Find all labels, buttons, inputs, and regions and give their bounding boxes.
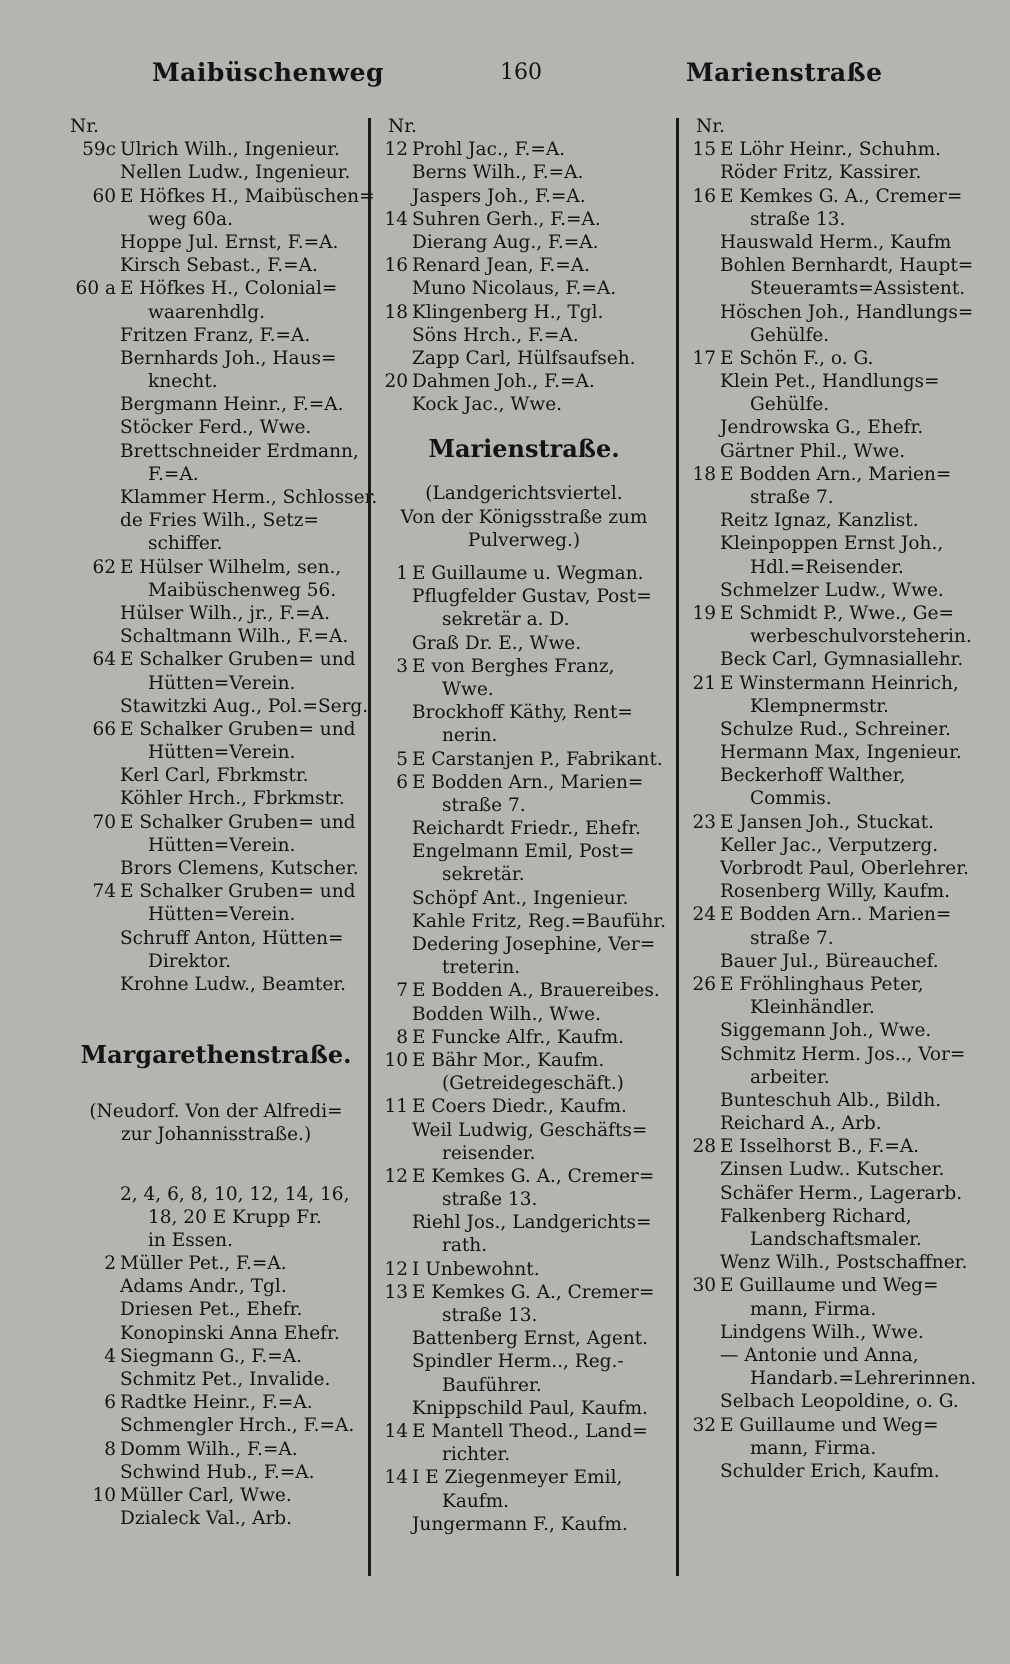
entry-line — [60, 718, 372, 741]
house-number: 28 — [692, 1136, 716, 1158]
resident-text: I Unbewohnt. — [412, 1258, 540, 1280]
section-note: zur Johannisstraße.) — [120, 1124, 312, 1146]
continuation-line: Gehülfe. — [750, 324, 830, 346]
entry-line — [686, 973, 991, 996]
entry-line — [60, 880, 372, 903]
continuation-line: straße 13. — [442, 1189, 538, 1211]
resident-line: Fritzen Franz, F.=A. — [120, 324, 311, 346]
resident-line: Schmengler Hrch., F.=A. — [120, 1415, 355, 1437]
house-number: 64 — [92, 649, 116, 671]
spacer — [378, 416, 670, 426]
resident-line: Lindgens Wilh., Wwe. — [720, 1321, 924, 1343]
resident-text: Prohl Jac., F.=A. — [412, 139, 566, 161]
resident-line: Jendrowska G., Ehefr. — [720, 417, 924, 439]
resident-line: Brettschneider Erdmann, — [120, 440, 359, 462]
continuation-line: straße 7. — [750, 927, 834, 949]
house-number: 4 — [104, 1345, 116, 1367]
house-number: 23 — [692, 811, 716, 833]
section-title: Marienstraße. — [428, 434, 620, 464]
resident-line: Bauer Jul., Büreauchef. — [720, 950, 939, 972]
resident-line: Hermann Max, Ingenieur. — [720, 742, 962, 764]
resident-line: Hoppe Jul. Ernst, F.=A. — [120, 231, 339, 253]
continuation-line: 18, 20 E Krupp Fr. — [148, 1206, 322, 1228]
house-number: 21 — [692, 672, 716, 694]
section-note: Pulverweg.) — [467, 529, 581, 551]
resident-line: Knippschild Paul, Kaufm. — [412, 1397, 648, 1419]
entry-line — [378, 748, 670, 771]
entry-line — [378, 1095, 670, 1118]
resident-line: Schmitz Herm. Jos.., Vor= — [720, 1043, 966, 1065]
spacer — [378, 472, 670, 482]
continuation-line: reisender. — [442, 1142, 536, 1164]
entry-line — [686, 1135, 991, 1158]
resident-line: Reichardt Friedr., Ehefr. — [412, 818, 641, 840]
continuation-line: Commis. — [750, 788, 832, 810]
resident-line: Vorbrodt Paul, Oberlehrer. — [720, 858, 969, 879]
entry-line — [686, 1414, 991, 1437]
resident-text: E Kemkes G. A., Cremer= — [412, 1165, 655, 1187]
resident-text: E Schalker Gruben= und — [120, 649, 356, 671]
resident-line: Kirsch Sebast., F.=A. — [120, 255, 318, 277]
resident-line: Zapp Carl, Hülfsaufseh. — [412, 347, 636, 369]
entry-line — [686, 138, 991, 161]
column-rule-2 — [676, 118, 679, 1576]
resident-line: Bodden Wilh., Wwe. — [412, 1003, 601, 1025]
header-left-street: Maibüschenweg — [152, 58, 384, 87]
continuation-line: Hütten=Verein. — [148, 742, 296, 764]
house-number: 13 — [384, 1281, 408, 1303]
continuation-line: in Essen. — [148, 1229, 233, 1251]
continuation-line: richter. — [442, 1444, 511, 1466]
house-number: 32 — [692, 1414, 716, 1436]
column-3 — [686, 115, 991, 1483]
continuation-line: F.=A. — [148, 463, 199, 485]
house-number: 12 — [384, 1165, 408, 1187]
resident-line: Schulder Erich, Kaufm. — [720, 1460, 940, 1482]
continuation-line: rath. — [442, 1235, 488, 1257]
resident-line: Rosenberg Willy, Kaufm. — [720, 881, 951, 903]
continuation-line: straße 7. — [442, 794, 526, 816]
resident-text: E Mantell Theod., Land= — [412, 1420, 648, 1442]
resident-line: Weil Ludwig, Geschäfts= — [412, 1119, 648, 1141]
entry-line — [686, 811, 991, 834]
house-number: 6 — [396, 771, 408, 793]
resident-line: Schulze Rud., Schreiner. — [720, 718, 951, 740]
resident-text: E Jansen Joh., Stuckat. — [720, 811, 935, 833]
resident-text: Siegmann G., F.=A. — [120, 1345, 303, 1367]
spacer — [378, 552, 670, 562]
resident-text: Suhren Gerh., F.=A. — [412, 208, 601, 230]
house-number: 30 — [692, 1275, 716, 1297]
resident-line: Schöpf Ant., Ingenieur. — [412, 887, 629, 909]
resident-text: E Funcke Alfr., Kaufm. — [412, 1026, 625, 1048]
continuation-line: straße 13. — [442, 1305, 538, 1326]
house-number: 16 — [384, 255, 408, 277]
resident-line: Kahle Fritz, Reg.=Bauführ. — [412, 910, 667, 932]
house-number: 62 — [92, 556, 116, 578]
entry-line — [686, 672, 991, 695]
house-number: 20 — [384, 371, 408, 393]
spacer — [60, 996, 372, 1032]
entry-line — [60, 1484, 372, 1507]
entry-line — [378, 562, 670, 585]
continuation-line: Hütten=Verein. — [148, 904, 296, 926]
resident-text: Ulrich Wilh., Ingenieur. — [120, 139, 340, 161]
header-right-street: Marienstraße — [686, 58, 883, 87]
continuation-line: Handarb.=Lehrerinnen. — [750, 1368, 977, 1390]
resident-line: Nellen Ludw., Ingenieur. — [120, 162, 351, 184]
continuation-line: sekretär a. D. — [442, 609, 570, 631]
house-number: 19 — [692, 602, 716, 624]
house-number: 59c — [82, 139, 116, 161]
house-number: 15 — [692, 139, 716, 161]
resident-line: Bergmann Heinr., F.=A. — [120, 394, 344, 416]
entry-line — [60, 1391, 372, 1414]
continuation-line: arbeiter. — [750, 1066, 830, 1088]
resident-line: Schwind Hub., F.=A. — [120, 1461, 315, 1483]
section-note: Von der Königsstraße zum — [400, 506, 648, 528]
resident-text: E von Berghes Franz, — [412, 655, 615, 677]
continuation-line: werbeschulvorsteherin. — [750, 626, 972, 648]
house-number: 2 — [104, 1253, 116, 1275]
resident-line: Stawitzki Aug., Pol.=Serg. — [120, 695, 369, 717]
continuation-line: Hütten=Verein. — [148, 834, 296, 856]
resident-line: Bernhards Joh., Haus= — [120, 347, 337, 369]
resident-line: Röder Fritz, Kassirer. — [720, 162, 922, 184]
resident-line: Klammer Herm., Schlosser. — [120, 487, 378, 508]
resident-line: Klein Pet., Handlungs= — [720, 371, 940, 393]
entry-line — [378, 1281, 670, 1304]
resident-line: Köhler Hrch., Fbrkmstr. — [120, 788, 345, 810]
resident-line: Wenz Wilh., Postschaffner. — [720, 1252, 968, 1274]
entry-line — [60, 138, 372, 161]
house-number: 8 — [104, 1438, 116, 1460]
continuation-line: Kleinhändler. — [750, 997, 875, 1019]
entry-line — [60, 185, 375, 208]
entry-line — [378, 1026, 670, 1049]
resident-line: Muno Nicolaus, F.=A. — [412, 278, 617, 300]
resident-line: Battenberg Ernst, Agent. — [412, 1328, 649, 1350]
resident-text: E Schalker Gruben= und — [120, 811, 356, 833]
resident-text: E Löhr Heinr., Schuhm. — [720, 139, 942, 161]
entry-line — [378, 254, 670, 277]
continuation-line: knecht. — [148, 371, 218, 393]
resident-text: Renard Jean, F.=A. — [412, 255, 591, 277]
house-number: 74 — [92, 881, 116, 903]
resident-line: Söns Hrch., F.=A. — [412, 324, 579, 346]
resident-text: E Isselhorst B., F.=A. — [720, 1136, 920, 1158]
house-number: 11 — [384, 1096, 408, 1118]
entry-line — [378, 771, 670, 794]
entry-line — [686, 185, 991, 208]
continuation-line: Hütten=Verein. — [148, 672, 296, 694]
resident-text: Müller Pet., F.=A. — [120, 1253, 287, 1275]
resident-line: Riehl Jos., Landgerichts= — [412, 1212, 652, 1234]
entry-line — [60, 1252, 372, 1275]
entry-line — [686, 347, 991, 370]
resident-text: E Bodden Arn., Marien= — [412, 771, 644, 793]
house-number: 26 — [692, 973, 716, 995]
number-heading: Nr. — [696, 116, 725, 137]
continuation-line: nerin. — [442, 725, 498, 747]
resident-text: E Bodden A., Brauereibes. — [412, 980, 660, 1002]
resident-text: Domm Wilh., F.=A. — [120, 1438, 298, 1460]
resident-line: Reichard A., Arb. — [720, 1113, 882, 1135]
resident-line: Kerl Carl, Fbrkmstr. — [120, 765, 309, 787]
entry-line — [686, 602, 991, 625]
resident-line: Reitz Ignaz, Kanzlist. — [720, 510, 919, 532]
page-number: 160 — [500, 60, 542, 85]
entry-line — [378, 655, 670, 678]
resident-line: Höschen Joh., Handlungs= — [720, 301, 974, 323]
house-number: 66 — [92, 718, 116, 740]
continuation-line: weg 60a. — [148, 208, 233, 230]
house-number: 18 — [692, 463, 716, 485]
continuation-line: Steueramts=Assistent. — [750, 278, 966, 300]
entry-line — [378, 1420, 670, 1443]
resident-text: E Kemkes G. A., Cremer= — [720, 185, 963, 207]
house-number: 12 — [384, 1258, 408, 1280]
continuation-line: schiffer. — [148, 533, 223, 555]
resident-line: Kock Jac., Wwe. — [412, 394, 563, 416]
entry-line — [378, 301, 670, 324]
entry-line — [378, 1049, 670, 1072]
continuation-line: Klempnermstr. — [750, 695, 889, 717]
resident-line: Berns Wilh., F.=A. — [412, 162, 584, 184]
spacer — [60, 1078, 372, 1100]
running-head — [0, 58, 1010, 98]
entry-line — [378, 979, 670, 1002]
resident-text: Klingenberg H., Tgl. — [412, 301, 604, 323]
house-number: 18 — [384, 301, 408, 323]
section-note: (Landgerichtsviertel. — [425, 483, 623, 505]
continuation-line: Gehülfe. — [750, 394, 830, 416]
house-number: 6 — [104, 1392, 116, 1414]
resident-line: Beckerhoff Walther, — [720, 765, 906, 787]
number-heading: Nr. — [70, 116, 99, 137]
house-number: 17 — [692, 347, 716, 369]
resident-line: Zinsen Ludw.. Kutscher. — [720, 1159, 945, 1181]
entry-line — [60, 648, 372, 671]
resident-line: Keller Jac., Verputzerg. — [720, 834, 939, 856]
resident-line: Stöcker Ferd., Wwe. — [120, 417, 312, 439]
resident-line: Graß Dr. E., Wwe. — [412, 632, 582, 654]
entry-line — [60, 811, 372, 834]
resident-line: Bohlen Bernhardt, Haupt= — [720, 255, 974, 277]
resident-line: Hauswald Herm., Kaufm — [720, 231, 952, 253]
resident-text: Müller Carl, Wwe. — [120, 1484, 292, 1506]
column-1 — [60, 115, 378, 1530]
entry-line — [378, 138, 670, 161]
resident-line: Gärtner Phil., Wwe. — [720, 440, 906, 462]
resident-line: Schäfer Herm., Lagerarb. — [720, 1182, 963, 1204]
resident-line: Dzialeck Val., Arb. — [120, 1508, 293, 1530]
resident-text: E Winstermann Heinrich, — [720, 672, 959, 694]
house-number: 10 — [384, 1049, 408, 1071]
resident-text: E Bodden Arn., Marien= — [720, 463, 952, 485]
resident-line: Beck Carl, Gymnasiallehr. — [720, 649, 964, 671]
resident-text: Radtke Heinr., F.=A. — [120, 1392, 313, 1414]
resident-text: E Coers Diedr., Kaufm. — [412, 1096, 627, 1118]
continuation-line: Hdl.=Reisender. — [750, 556, 904, 578]
resident-text: E Fröhlinghaus Peter, — [720, 973, 924, 995]
house-number: 7 — [396, 980, 408, 1002]
house-number: 10 — [92, 1484, 116, 1506]
resident-line: Kleinpoppen Ernst Joh., — [720, 533, 944, 555]
resident-text: E Guillaume und Weg= — [720, 1275, 939, 1297]
continuation-line: sekretär. — [442, 864, 525, 886]
continuation-line: Direktor. — [148, 950, 232, 972]
section-title: Margarethenstraße. — [80, 1040, 352, 1070]
resident-line: Siggemann Joh., Wwe. — [720, 1020, 932, 1042]
resident-line: Jungermann F., Kaufm. — [412, 1513, 628, 1535]
resident-text: I E Ziegenmeyer Emil, — [412, 1467, 623, 1489]
continuation-line: waarenhdlg. — [148, 301, 265, 323]
resident-line: Schruff Anton, Hütten= — [120, 927, 344, 949]
resident-text: E Schön F., o. G. — [720, 347, 874, 369]
resident-line: Adams Andr., Tgl. — [120, 1276, 287, 1298]
entry-line — [60, 1183, 372, 1206]
entry-line — [378, 370, 670, 393]
resident-text: E Schalker Gruben= und — [120, 718, 356, 740]
continuation-line: Landschaftsmaler. — [750, 1229, 922, 1250]
house-number: 14 — [384, 208, 408, 230]
resident-line: Bunteschuh Alb., Bildh. — [720, 1089, 942, 1111]
resident-text: 2, 4, 6, 8, 10, 12, 14, 16, — [120, 1183, 350, 1205]
resident-line: Dierang Aug., F.=A. — [412, 231, 599, 253]
resident-text: E Guillaume u. Wegman. — [412, 563, 644, 584]
resident-text: Dahmen Joh., F.=A. — [412, 371, 595, 393]
resident-line: Hülser Wilh., jr., F.=A. — [120, 602, 330, 624]
continuation-line: straße 7. — [750, 487, 834, 508]
resident-line: de Fries Wilh., Setz= — [120, 510, 319, 532]
house-number: 24 — [692, 904, 716, 926]
house-number: 60 a — [75, 278, 116, 300]
resident-line: Brockhoff Käthy, Rent= — [412, 702, 633, 724]
continuation-line: Bauführer. — [442, 1374, 542, 1396]
resident-line: Selbach Leopoldine, o. G. — [720, 1391, 959, 1413]
continuation-line: (Getreidegeschäft.) — [442, 1073, 624, 1095]
number-heading: Nr. — [388, 116, 417, 137]
resident-line: Konopinski Anna Ehefr. — [120, 1322, 340, 1344]
resident-text: E Kemkes G. A., Cremer= — [412, 1281, 655, 1303]
resident-line: Pflugfelder Gustav, Post= — [412, 586, 652, 608]
entry-line — [60, 1438, 372, 1461]
entry-line — [60, 277, 372, 300]
house-number: 1 — [396, 563, 408, 584]
resident-line: Dedering Josephine, Ver= — [412, 934, 656, 955]
entry-line — [60, 1345, 372, 1368]
resident-text: E Guillaume und Weg= — [720, 1414, 939, 1436]
entry-line — [378, 1466, 670, 1489]
resident-text: E Bähr Mor., Kaufm. — [412, 1049, 605, 1071]
continuation-line: mann, Firma. — [750, 1437, 877, 1459]
house-number: 5 — [396, 748, 408, 770]
resident-line: Engelmann Emil, Post= — [412, 841, 635, 863]
resident-line: Schaltmann Wilh., F.=A. — [120, 626, 349, 648]
house-number: 8 — [396, 1026, 408, 1048]
entry-line — [686, 1274, 991, 1297]
resident-line: Falkenberg Richard, — [720, 1205, 912, 1227]
resident-text: E Carstanjen P., Fabrikant. — [412, 748, 663, 770]
continuation-line: mann, Firma. — [750, 1298, 877, 1320]
house-number: 70 — [92, 811, 116, 833]
continuation-line: straße 13. — [750, 208, 846, 230]
resident-line: Schmitz Pet., Invalide. — [120, 1369, 331, 1390]
column-2 — [378, 115, 670, 1536]
entry-line — [378, 1165, 670, 1188]
resident-line: — Antonie und Anna, — [720, 1344, 919, 1366]
house-number: 12 — [384, 139, 408, 161]
resident-line: Brors Clemens, Kutscher. — [120, 858, 359, 879]
entry-line — [378, 1258, 670, 1281]
house-number: 60 — [92, 185, 116, 207]
resident-line: Driesen Pet., Ehefr. — [120, 1299, 303, 1321]
entry-line — [60, 556, 372, 579]
continuation-line: Wwe. — [442, 678, 494, 700]
house-number: 14 — [384, 1420, 408, 1442]
resident-line: Krohne Ludw., Beamter. — [120, 973, 346, 995]
resident-text: E Schalker Gruben= und — [120, 881, 356, 903]
house-number: 3 — [396, 655, 408, 677]
section-note: (Neudorf. Von der Alfredi= — [89, 1101, 343, 1123]
resident-text: E Höfkes H., Maibüschen= — [120, 185, 375, 207]
resident-line: Spindler Herm.., Reg.- — [412, 1351, 624, 1373]
resident-text: E Höfkes H., Colonial= — [120, 278, 338, 300]
house-number: 14 — [384, 1467, 408, 1489]
resident-line: Jaspers Joh., F.=A. — [412, 185, 586, 207]
continuation-line: Kaufm. — [442, 1490, 510, 1512]
entry-line — [686, 903, 991, 926]
resident-text: E Bodden Arn.. Marien= — [720, 904, 952, 926]
resident-text: E Schmidt P., Wwe., Ge= — [720, 602, 954, 624]
resident-text: E Hülser Wilhelm, sen., — [120, 556, 342, 578]
resident-line: Schmelzer Ludw., Wwe. — [720, 579, 944, 601]
house-number: 16 — [692, 185, 716, 207]
spacer — [60, 1147, 372, 1183]
continuation-line: treterin. — [442, 957, 521, 979]
entry-line — [686, 463, 991, 486]
entry-line — [378, 208, 670, 231]
continuation-line: Maibüschenweg 56. — [148, 579, 337, 601]
